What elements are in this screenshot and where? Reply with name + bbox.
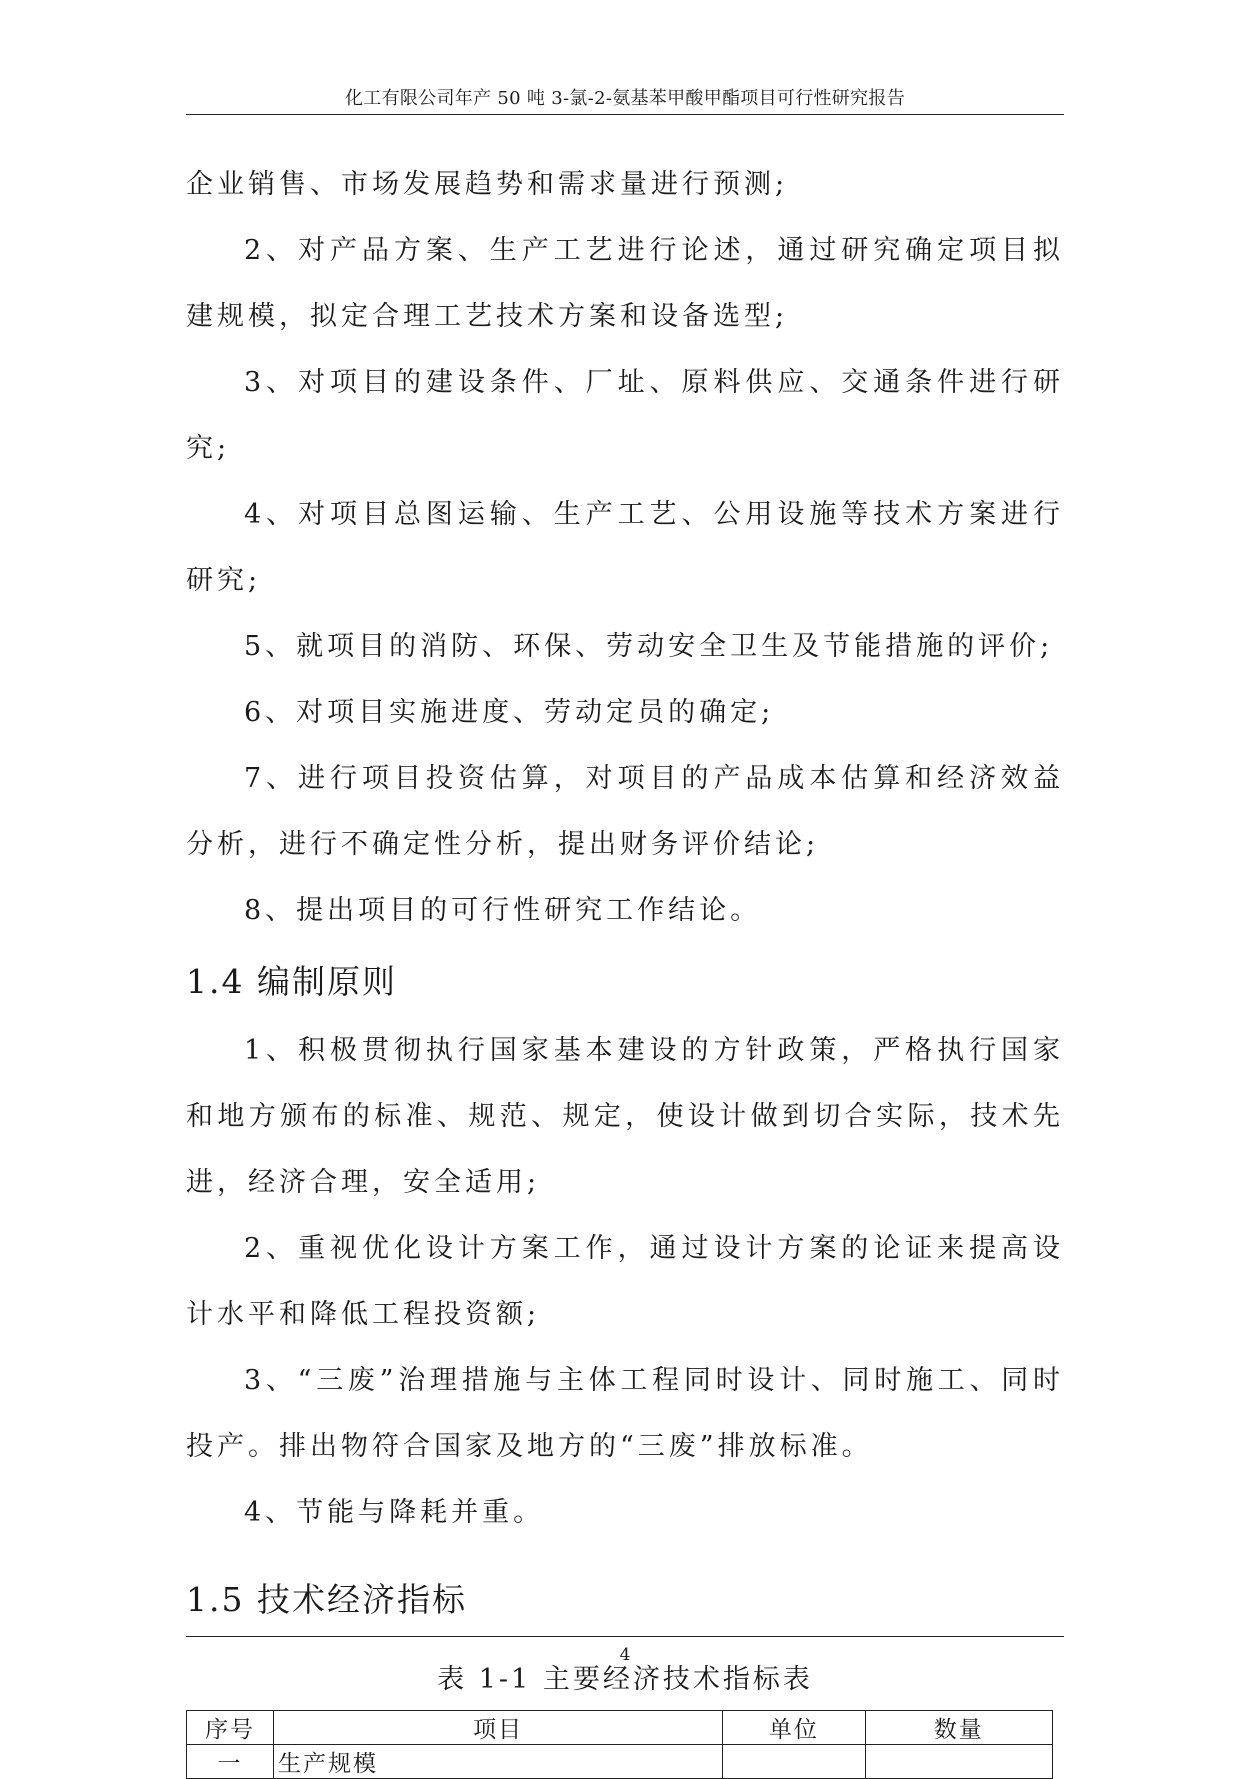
page-number: 4: [619, 1645, 631, 1665]
page-header: 化工有限公司年产 50 吨 3-氯-2-氨基苯甲酸甲酯项目可行性研究报告: [344, 88, 906, 109]
paragraph-1-3-item-4: 4、对项目总图运输、生产工艺、公用设施等技术方案进行研究;: [186, 499, 1064, 596]
paragraph-1-3-item-6: 6、对项目实施进度、劳动定员的确定;: [244, 697, 775, 728]
column-header-item: 项目: [273, 1711, 722, 1745]
cell-quantity: [865, 1745, 1052, 1779]
footer-rule: [186, 1636, 1064, 1637]
table-row: [187, 1745, 1053, 1779]
paragraph-1-3-item-7: 7、进行项目投资估算，对项目的产品成本估算和经济效益分析，进行不确定性分析，提出财务评价结论;: [186, 763, 1064, 860]
column-header-unit: 单位: [723, 1711, 865, 1745]
paragraph-1-3-item-3: 3、对项目的建设条件、厂址、原料供应、交通条件进行研究;: [186, 367, 1064, 464]
table-caption: 表 1-1 主要经济技术指标表: [437, 1664, 813, 1695]
table-header-row: [187, 1711, 1053, 1745]
section-heading-1-4: 1.4 编制原则: [186, 962, 397, 1001]
paragraph-1-4-item-2: 2、重视优化设计方案工作，通过设计方案的论证来提高设计水平和降低工程投资额;: [186, 1233, 1064, 1330]
column-header-quantity: 数量: [865, 1711, 1052, 1745]
section-heading-1-5: 1.5 技术经济指标: [186, 1580, 467, 1619]
paragraph-1-3-item-5: 5、就项目的消防、环保、劳动安全卫生及节能措施的评价;: [244, 631, 1054, 662]
header-rule: [186, 114, 1064, 115]
paragraph-1-4-item-3: 3、“三废”治理措施与主体工程同时设计、同时施工、同时投产。排出物符合国家及地方的“三废”排放标准。: [186, 1365, 1064, 1462]
cell-item: 生产规模: [273, 1745, 722, 1779]
paragraph-1-4-item-4: 4、节能与降耗并重。: [244, 1497, 545, 1528]
page-body: [186, 152, 1064, 1779]
cell-index: 一: [187, 1745, 274, 1779]
paragraph-1-3-item-8: 8、提出项目的可行性研究工作结论。: [244, 895, 762, 926]
paragraph-1-4-item-1: 1、积极贯彻执行国家基本建设的方针政策，严格执行国家和地方颁布的标准、规范、规定，使设计做到切合实际，技术先进，经济合理，安全适用;: [186, 1035, 1064, 1198]
paragraph-1-3-continuation: 企业销售、市场发展趋势和需求量进行预测;: [186, 169, 789, 200]
paragraph-1-3-item-2: 2、对产品方案、生产工艺进行论述，通过研究确定项目拟建规模，拟定合理工艺技术方案和设备选型;: [186, 235, 1064, 332]
cell-unit: [723, 1745, 865, 1779]
metrics-table: [186, 1710, 1053, 1779]
table-body: [187, 1745, 1053, 1779]
column-header-index: 序号: [187, 1711, 274, 1745]
